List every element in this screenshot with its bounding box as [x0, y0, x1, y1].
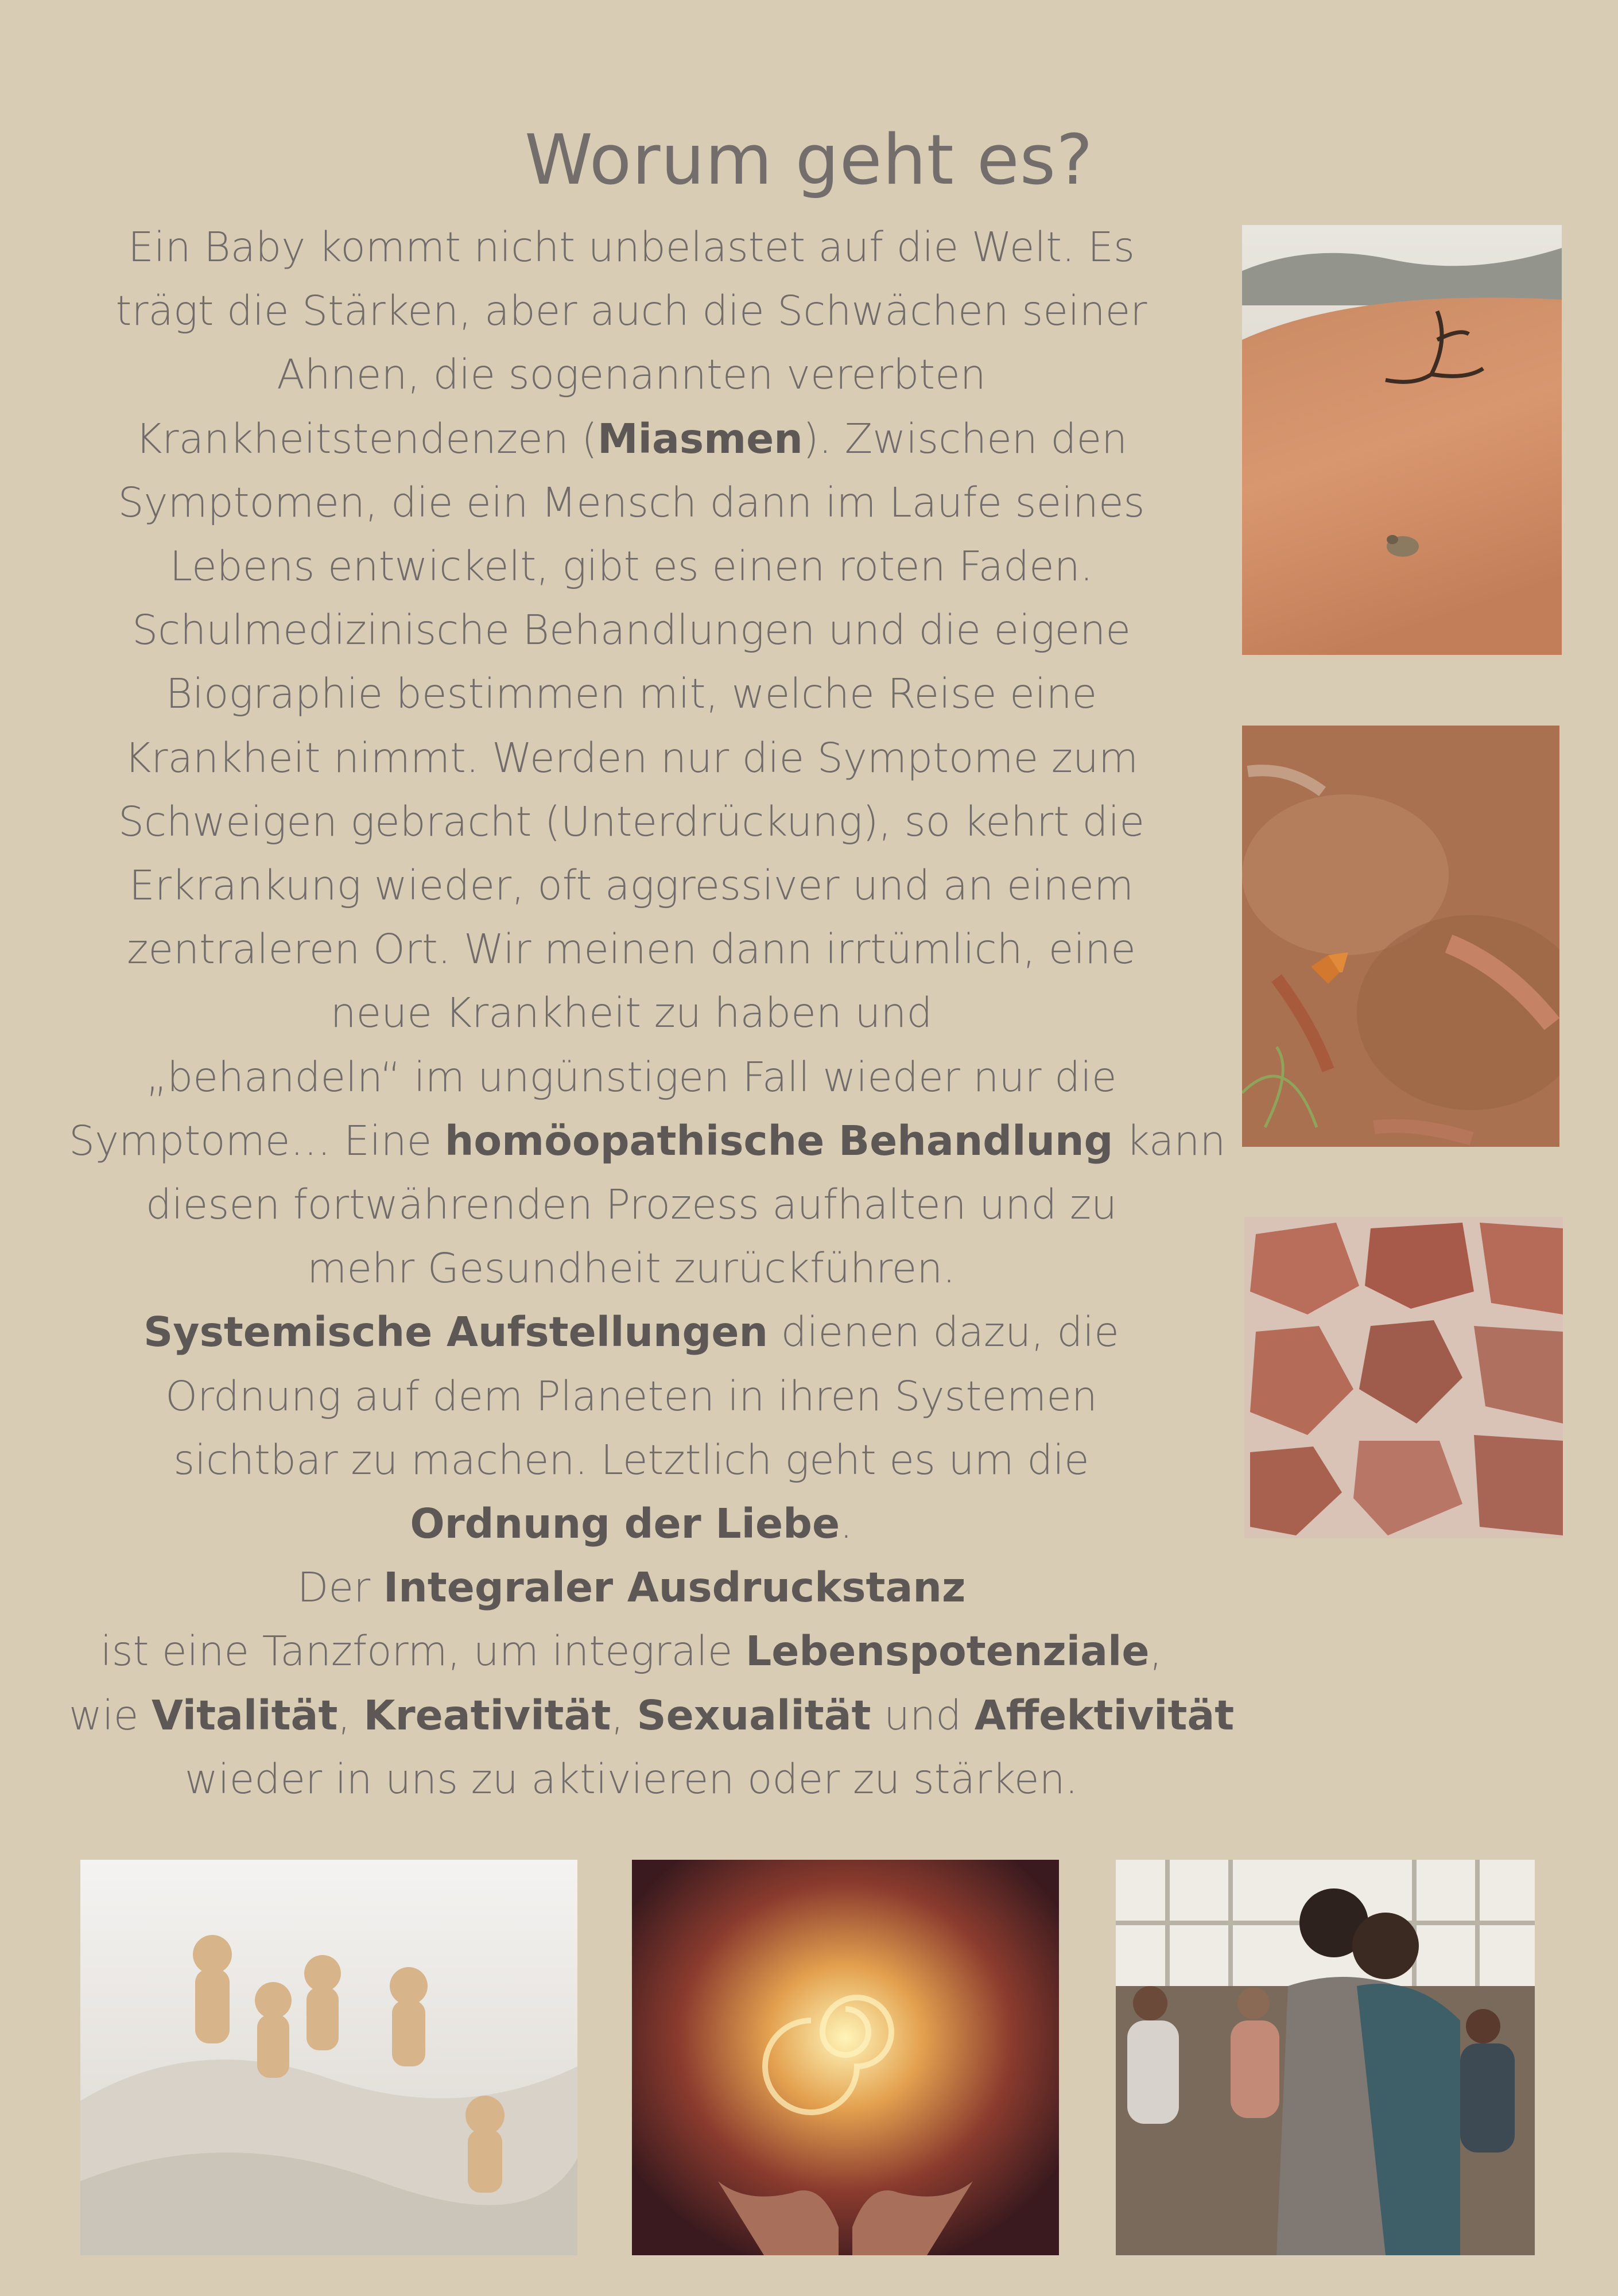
emphasized-term: homöopathische Behandlung [444, 1116, 1113, 1165]
text-line [69, 1364, 1194, 1428]
photo-hands-light-spiral [632, 1860, 1059, 2255]
text-line [69, 1109, 1226, 1173]
text-segment: und [871, 1691, 975, 1739]
text-line [69, 1236, 1194, 1300]
text-segment: Ahnen, die sogenannten vererbten [277, 351, 986, 399]
text-line [69, 279, 1194, 343]
text-line [69, 1684, 1235, 1747]
photo-stone-tiles [1244, 1217, 1563, 1538]
text-segment: ist eine Tanzform, um integrale [100, 1627, 746, 1676]
text-segment: Ordnung auf dem Planeten in ihren Systemen [165, 1372, 1097, 1420]
photo-wooden-figures-sand [80, 1860, 577, 2255]
text-segment: Symptome… Eine [69, 1116, 445, 1165]
text-line [69, 1747, 1194, 1811]
text-segment: mehr Gesundheit zurückführen. [307, 1244, 956, 1293]
text-segment: wie [69, 1691, 152, 1739]
text-segment: Schulmedizinische Behandlungen und die eigene [132, 606, 1131, 654]
emphasized-term: Sexualität [637, 1691, 871, 1739]
text-line [69, 215, 1194, 279]
photo-red-earth-hill [1242, 225, 1562, 655]
emphasized-term: Affektivität [974, 1691, 1235, 1739]
text-line [69, 1045, 1194, 1109]
text-segment: Erkrankung wieder, oft aggressiver und an einem [129, 862, 1134, 910]
text-segment: zentraleren Ort. Wir meinen dann irrtümlich, eine [127, 925, 1136, 974]
text-line [69, 407, 1194, 471]
emphasized-term: Integraler Ausdruckstanz [383, 1564, 966, 1612]
text-line [69, 598, 1194, 662]
text-segment: Krankheit nimmt. Werden nur die Symptome zum [124, 734, 1139, 782]
text-segment: Biographie bestimmen mit, welche Reise eine [165, 670, 1097, 718]
emphasized-term: Kreativität [363, 1691, 611, 1739]
body-text [69, 215, 1235, 1811]
text-segment: trägt die Stärken, aber auch die Schwächen seiner [115, 287, 1147, 335]
text-segment: dienen dazu, die [768, 1308, 1119, 1356]
text-segment: Symptomen, die ein Mensch dann im Laufe seines [118, 478, 1145, 526]
text-segment: „behandeln“ im ungünstigen Fall wieder nur die [146, 1053, 1117, 1101]
text-segment: kann [1113, 1116, 1226, 1165]
emphasized-term: Miasmen [597, 414, 803, 463]
text-segment: , [1149, 1627, 1163, 1676]
text-line [69, 1300, 1194, 1364]
page-title: Worum geht es? [525, 121, 1093, 201]
emphasized-term: Systemische Aufstellungen [143, 1308, 769, 1356]
text-line [69, 726, 1194, 790]
text-segment: Ein Baby kommt nicht unbelastet auf die Welt. Es [127, 223, 1135, 271]
photo-group-hug [1116, 1860, 1535, 2255]
text-segment: Der [297, 1564, 383, 1612]
text-line [69, 534, 1194, 598]
text-segment: diesen fortwährenden Prozess aufhalten und zu [145, 1181, 1118, 1229]
text-line [69, 1173, 1194, 1236]
emphasized-term: Ordnung der Liebe [410, 1500, 840, 1548]
text-line [69, 854, 1194, 917]
text-segment: Schweigen gebracht (Unterdrückung), so kehrt die [118, 797, 1145, 846]
text-segment: sichtbar zu machen. Letztlich geht es um die [173, 1436, 1089, 1484]
text-line [69, 662, 1194, 726]
emphasized-term: Vitalität [152, 1691, 338, 1739]
text-line [69, 1492, 1194, 1556]
text-line [69, 1556, 1194, 1619]
text-line [69, 343, 1194, 406]
text-segment: . [840, 1500, 853, 1548]
text-segment: , [611, 1691, 637, 1739]
text-line [69, 790, 1194, 854]
text-segment: , [337, 1691, 364, 1739]
text-line [69, 917, 1194, 981]
text-line [69, 1428, 1194, 1492]
text-line [69, 471, 1194, 534]
text-line [69, 1619, 1194, 1683]
emphasized-term: Lebenspotenziale [746, 1627, 1150, 1676]
text-segment: neue Krankheit zu haben und [330, 989, 933, 1037]
photo-butterfly-on-earth [1242, 726, 1559, 1147]
text-segment: Lebens entwickelt, gibt es einen roten Faden. [169, 542, 1093, 591]
text-segment: wieder in uns zu aktivieren oder zu stärken. [184, 1755, 1078, 1803]
text-segment: ). Zwischen den [802, 414, 1128, 463]
text-segment: Krankheitstendenzen ( [135, 414, 597, 463]
text-line [69, 981, 1194, 1045]
